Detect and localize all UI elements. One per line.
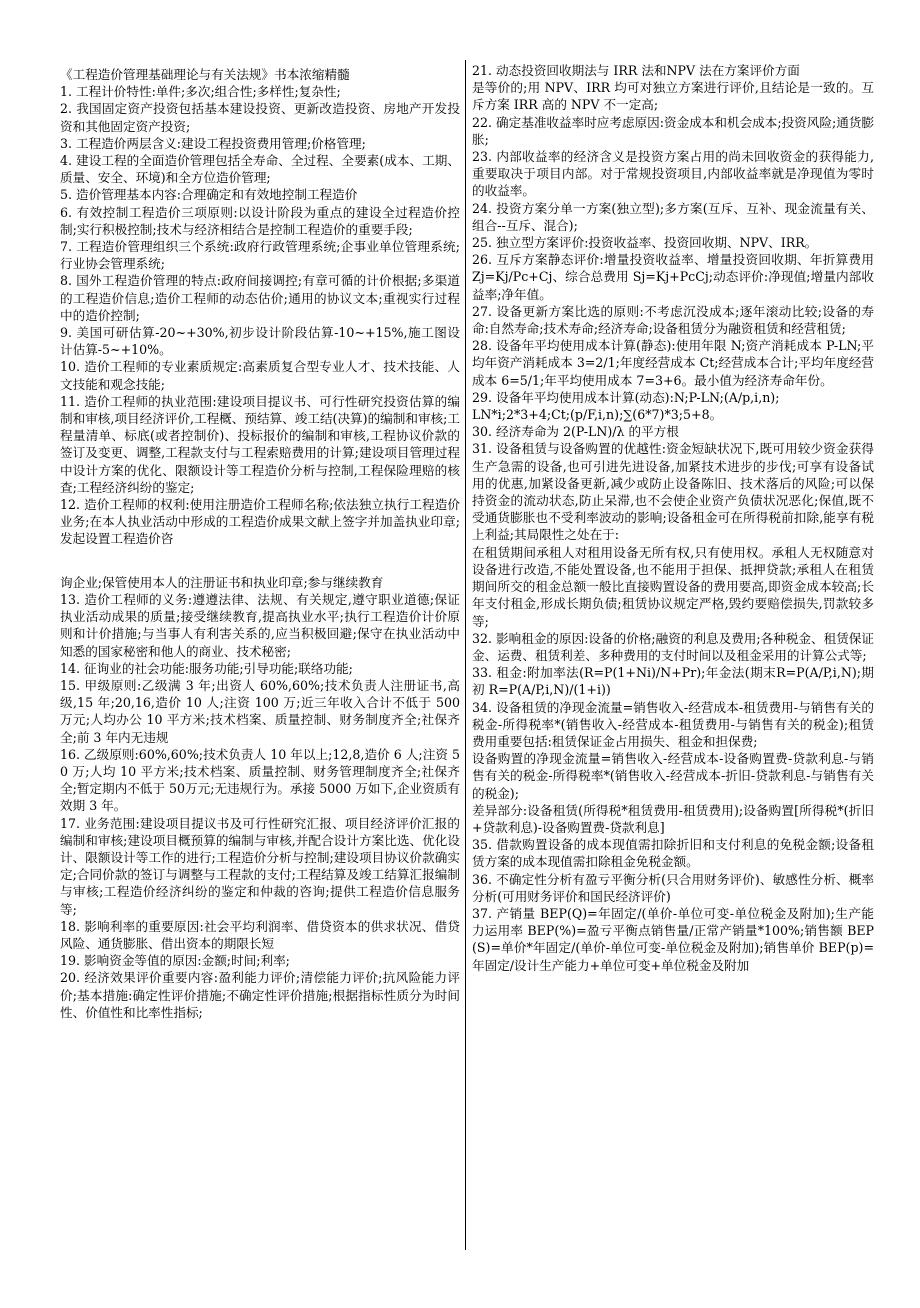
paragraph: 23. 内部收益率的经济含义是投资方案占用的尚未回收资金的获得能力,重要取决于项目内部。对于常规投资项目,内部收益率就是净现值为零时的收益率。 [472,149,874,199]
doc-title: 《工程造价管理基础理论与有关法规》书本浓缩精髓 [60,67,350,82]
paragraph: 22. 确定基准收益率时应考虑原因:资金成本和机会成本;投资风险;通货膨胀; [472,114,874,147]
paragraph: 33. 租金:附加率法(R=P(1+Ni)/N+Pr);年金法(期末R=P(A/P,i,N);期初 R=P(A/P,i,N)/(1+i)) [472,665,874,698]
paragraph: 32. 影响租金的原因:设备的价格;融资的利息及费用;各种税金、租赁保证金、运费、租赁利差、多种费用的支付时间以及租金采用的计算公式等; [472,630,874,663]
paragraph: 24. 投资方案分单一方案(独立型);多方案(互斥、互补、现金流量有关、组合--互斥、混合); [472,200,874,233]
paragraph: 18. 影响利率的重要原因:社会平均利润率、借贷资本的供求状况、借贷风险、通货膨胀、借出资本的期限长短 [60,918,460,951]
paragraph: 在租赁期间承租人对租用设备无所有权,只有使用权。承租人无权随意对设备进行改造,不能处置设备,也不能用于担保、抵押贷款;承租人在租赁期间所交的租金总额一般比直接购置设备的费用要高,即资金成本较高;长年支付租金,形成长期负债;租赁协议规定严格,毁约要赔偿损失,罚款较多等; [472,544,874,629]
paragraph: 设备购置的净现金流量=销售收入-经营成本-设备购置费-贷款利息-与销售有关的税金-所得税率*(销售收入-经营成本-折旧-贷款利息-与销售有关的税金); [472,751,874,801]
paragraph: 是等价的;用 NPV、IRR 均可对独立方案进行评价,且结论是一致的。互斥方案 IRR 高的 NPV 不一定高; [472,80,874,113]
paragraph: 1. 工程计价特性:单件;多次;组合性;多样性;复杂性; [60,84,341,100]
column-divider [465,60,466,1250]
paragraph: 3. 工程造价两层含义:建设工程投资费用管理;价格管理; [60,135,366,151]
paragraph: 37. 产销量 BEP(Q)=年固定/(单价-单位可变-单位税金及附加);生产能力运用率 BEP(%)=盈亏平衡点销售量/正常产销量*100%;销售额 BEP(S)=单价*年固定/(单价-单位可变-单位税金及附加);销售单价 BEP(p)=年固定/设计生产能力+单位可变+单位税金及附加 [472,905,874,973]
paragraph: 31. 设备租赁与设备购置的优越性:资金短缺状况下,既可用较少资金获得生产急需的设备,也可引进先进设备,加紧技术进步的步伐;可享有设备试用的优惠,加紧设备更新,减少或防止设备陈旧、技术落后的风险;可以保持资金的流动状态,防止呆滞,也不会使企业资产负债状况恶化;保值,既不受通货膨胀也不受利率波动的影响;设备租金可在所得税前扣除,能享有税上利益;其局限性之处在于: [472,441,874,543]
paragraph: 7. 工程造价管理组织三个系统:政府行政管理系统;企事业单位管理系统;行业协会管理系统; [60,239,460,272]
paragraph: 4. 建设工程的全面造价管理包括全寿命、全过程、全要素(成本、工期、质量、安全、环境)和全方位造价管理; [60,153,460,186]
paragraph: 17. 业务范围:建设项目提议书及可行性研究汇报、项目经济评价汇报的编制和审核;建设项目概预算的编制与审核,并配合设计方案比选、优化设计、限额设计等工作的进行;工程造价分析与控制;建设项目协议价款确实定;合同价款的签订与调整与工程款的支付;工程结算及竣工结算汇报编制与审核;工程造价经济纠纷的鉴定和仲裁的咨询;提供工程造价信息服务等; [60,815,460,917]
paragraph: 10. 造价工程师的专业素质规定:高素质复合型专业人才、技术技能、人文技能和观念技能; [60,359,460,392]
paragraph: 25. 独立型方案评价:投资收益率、投资回收期、NPV、IRR。 [472,235,818,251]
paragraph: 34. 设备租赁的净现金流量=销售收入-经营成本-租赁费用-与销售有关的税金-所得税率*(销售收入-经营成本-租赁费用-与销售有关的税金);租赁费用重要包括:租赁保证金占用损失、租金和担保费; [472,699,874,749]
paragraph: 19. 影响资金等值的原因:金额;时间;利率; [60,953,290,969]
left-column [60,66,460,1021]
paragraph: 8. 国外工程造价管理的特点:政府间接调控;有章可循的计价根据;多渠道的工程造价信息;造价工程师的动态估价;通用的协议文本;重视实行过程中的造价控制; [60,273,460,323]
paragraph: 28. 设备年平均使用成本计算(静态):使用年限 N;资产消耗成本 P-LN;平均年资产消耗成本 3=2/1;年度经营成本 Ct;经营成本合计;平均年度经营成本 6=5/1;年平均使用成本 7=3+6。最小值为经济寿命年份。 [472,338,874,388]
paragraph: 6. 有效控制工程造价三项原则:以设计阶段为重点的建设全过程造价控制;实行积极控制;技术与经济相结合是控制工程造价的重要手段; [60,204,460,237]
paragraph: 11. 造价工程师的执业范围:建设项目提议书、可行性研究投资估算的编制和审核,项目经济评价,工程概、预结算、竣工结(决算)的编制和审核;工程量清单、标底(或者控制价)、投标报价的编制和审核,工程协议价款的签订及变更、调整,工程款支付与工程索赔费用的计算;建设项目管理过程中设计方案的优化、限额设计等工程造价分析与控制,工程保险理赔的核查;工程经济纠纷的鉴定; [60,393,460,495]
paragraph: 16. 乙级原则:60%,60%;技术负责人 10 年以上;12,8,造价 6 人;注资 50 万;人均 10 平方米;技术档案、质量控制、财务管理制度齐全;社保齐全;暂定期内不低于 50万元;无违规行为。承接 5000 万如下,企业资质有效期 3 年。 [60,746,461,814]
paragraph: 29. 设备年平均使用成本计算(动态):N;P-LN;(A/p,i,n); [472,389,780,405]
paragraph: 30. 经济寿命为 2(P-LN)/λ 的平方根 [472,424,679,440]
paragraph: 差异部分:设备租赁(所得税*租赁费用-租赁费用);设备购置[所得税*(折旧+贷款利息)-设备购置费-贷款利息] [472,802,874,835]
paragraph: 2. 我国固定资产投资包括基本建设投资、更新改造投资、房地产开发投资和其他固定资产投资; [60,101,460,134]
paragraph: 9. 美国可研估算-20~+30%,初步设计阶段估算-10~+15%,施工图设计估算-5~+10%。 [60,325,460,358]
paragraph: 14. 征询业的社会功能:服务功能;引导功能;联络功能; [60,660,353,676]
paragraph-gap [60,548,460,574]
paragraph: 27. 设备更新方案比选的原则:不考虑沉没成本;逐年滚动比较;设备的寿命:自然寿命;技术寿命;经济寿命;设备租赁分为融资租赁和经营租赁; [472,303,874,337]
paragraph: 21. 动态投资回收期法与 IRR 法和NPV 法在方案评价方面 [472,63,800,78]
paragraph: 询企业;保管使用本人的注册证书和执业印章;参与继续教育 [60,574,384,590]
paragraph: 15. 甲级原则:乙级满 3 年;出资人 60%,60%;技术负责人注册证书,高级,15 年;20,16,造价 10 人;注资 100 万;近三年收入合计不低于 500 万元;人均办公 10 平方米;技术档案、质量控制、财务制度齐全;社保齐全;前 3 年内无违规 [60,677,460,745]
paragraph: 5. 造价管理基本内容:合理确定和有效地控制工程造价 [60,187,358,203]
paragraph: 26. 互斥方案静态评价:增量投资收益率、增量投资回收期、年折算费用 Zj=Kj/Pc+Cj、综合总费用 Sj=Kj+PcCj;动态评价:净现值;增量内部收益率;净年值。 [472,252,874,302]
paragraph: 20. 经济效果评价重要内容:盈利能力评价;清偿能力评价;抗风险能力评价;基本措施:确定性评价措施;不确定性评价措施;根据指标性质分为时间性、价值性和比率性指标; [60,970,460,1020]
paragraph: LN*i;2*3+4;Ct;(p/F,i,n);∑(6*7)*3;5+8。 [472,407,723,423]
paragraph: 12. 造价工程师的权利:使用注册造价工程师名称;依法独立执行工程造价业务;在本人执业活动中形成的工程造价成果文献上签字并加盖执业印章;发起设置工程造价咨 [60,497,460,547]
paragraph: 13. 造价工程师的义务:遵遵法律、法规、有关规定,遵守职业道德;保证执业活动成果的质量;接受继续教育,提高执业水平;执行工程造价计价原则和计价措施;与当事人有利害关系的,应当积极回避;保守在执业活动中知悉的国家秘密和他人的商业、技术秘密; [60,591,460,659]
paragraph: 36. 不确定性分析有盈亏平衡分析(只合用财务评价)、敏感性分析、概率分析(可用财务评价和国民经济评价) [472,871,874,904]
right-column [472,62,874,974]
paragraph: 35. 借款购置设备的成本现值需扣除折旧和支付利息的免税金额;设备租赁方案的成本现值需扣除租金免税金额。 [472,837,874,870]
